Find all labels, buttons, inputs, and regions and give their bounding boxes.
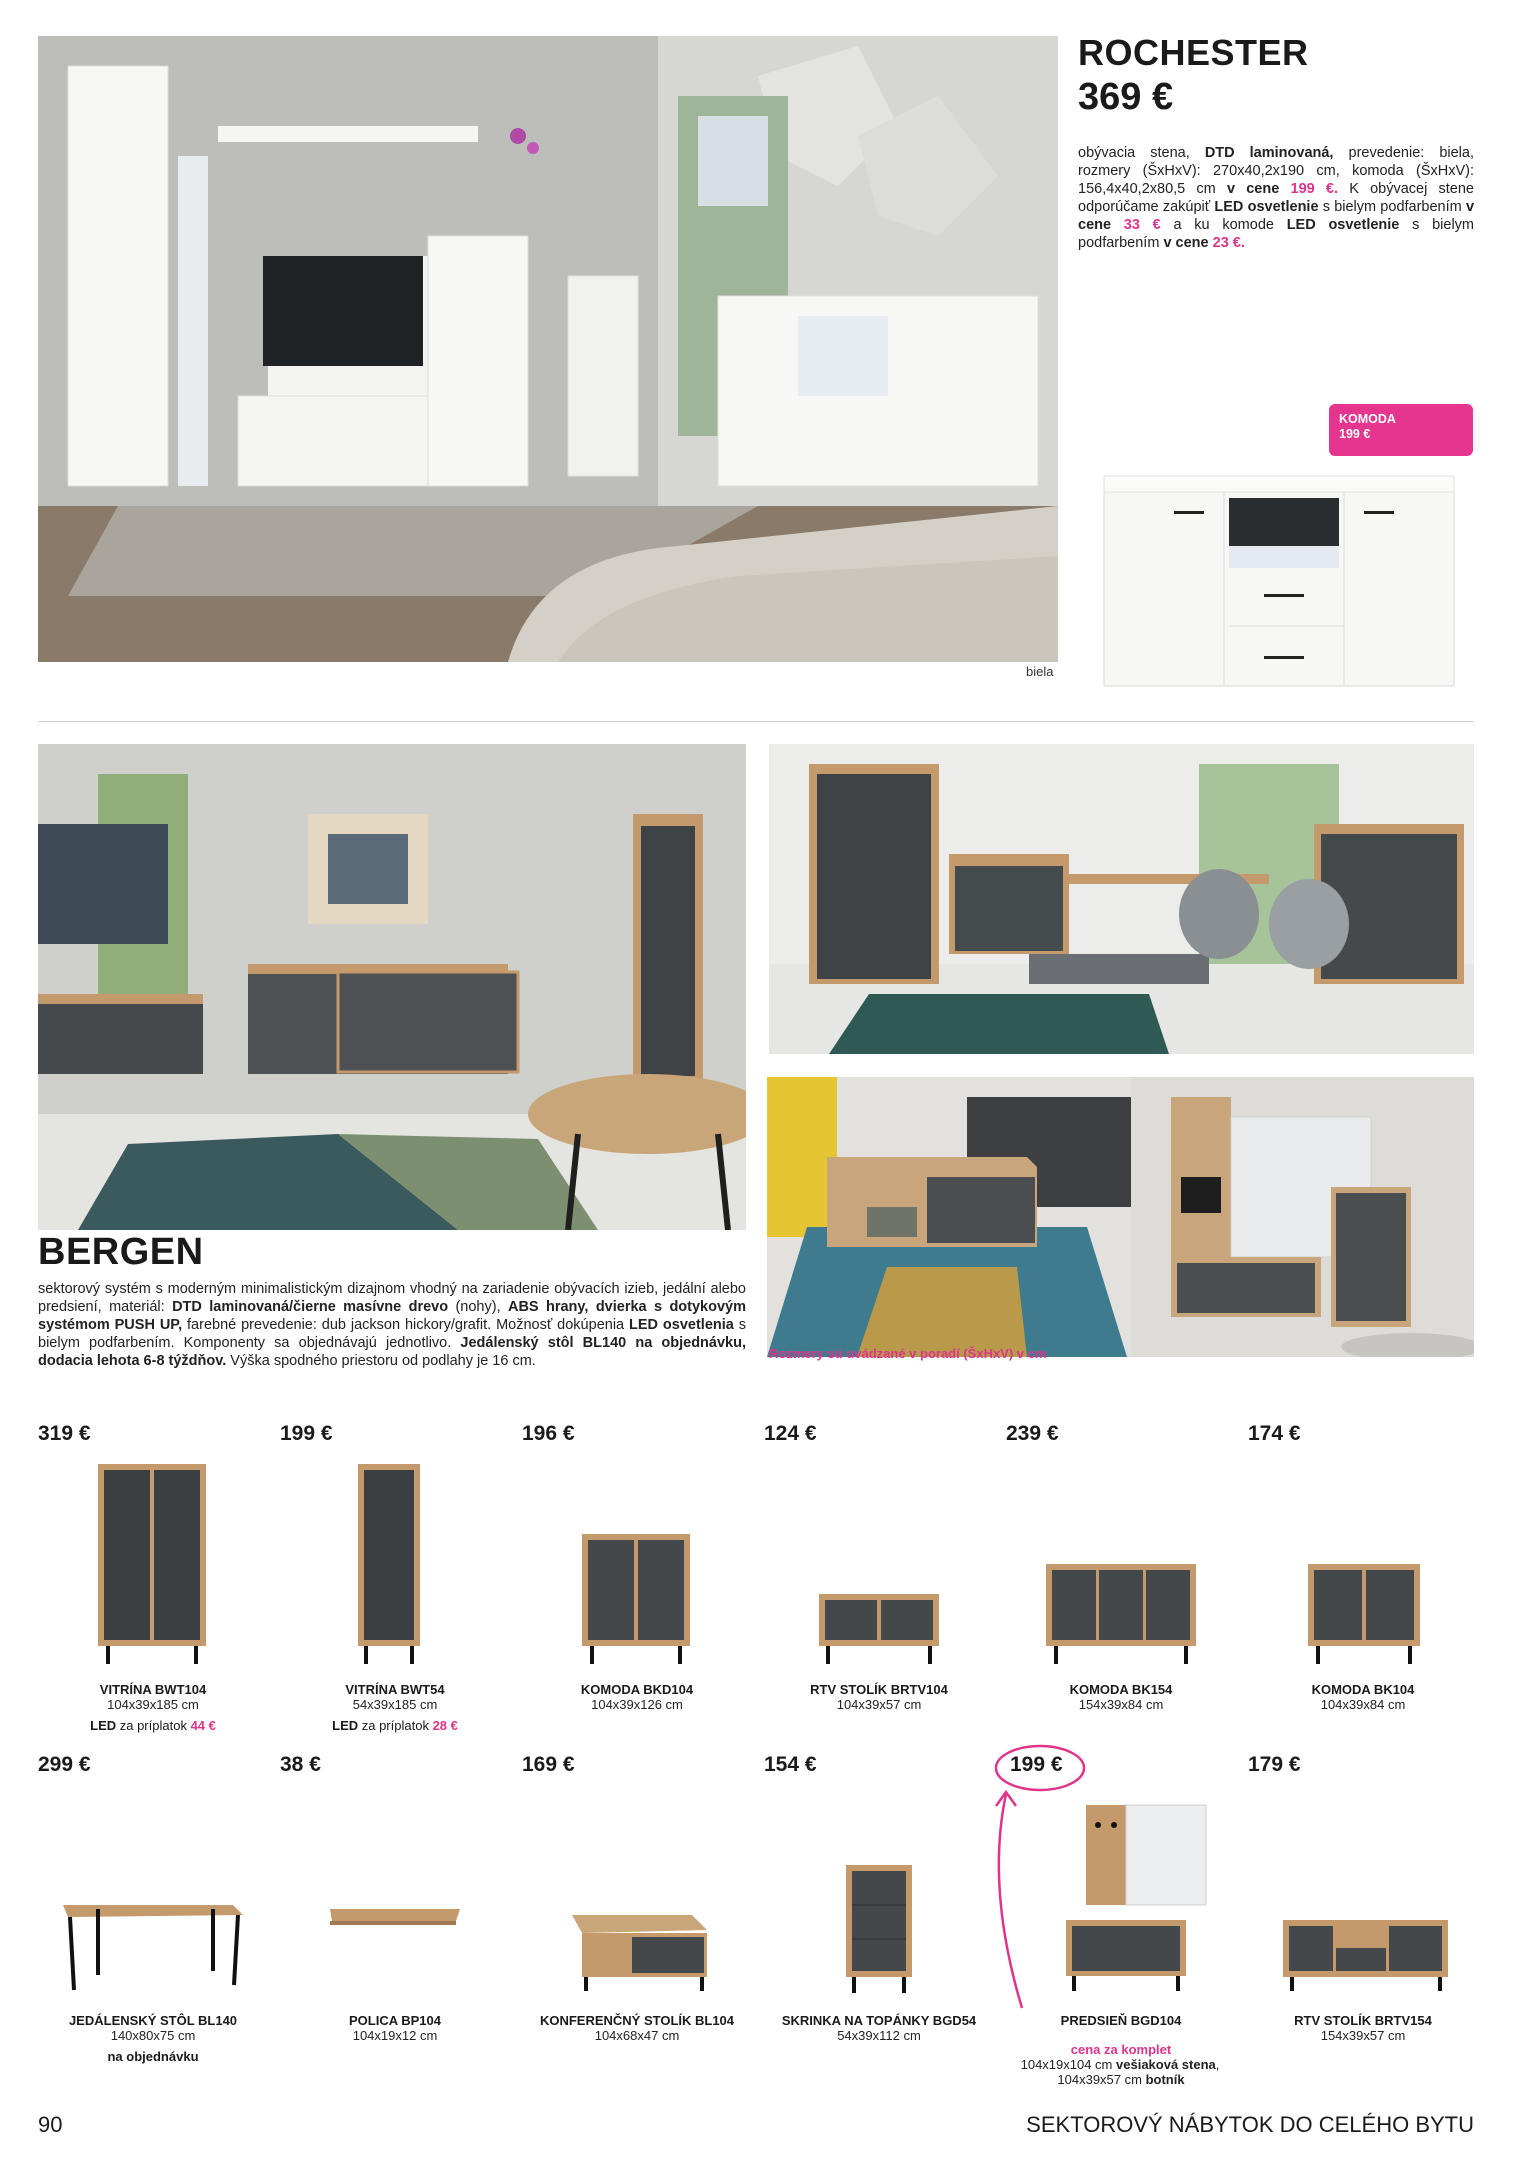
product-price: 319 €	[38, 1422, 91, 1445]
product-name: JEDÁLENSKÝ STÔL BL140	[68, 2013, 238, 2028]
product-name: SKRINKA NA TOPÁNKY BGD54	[781, 2013, 977, 2028]
product-dimensions: 154x39x57 cm	[1320, 2028, 1406, 2043]
product-name: RTV STOLÍK BRTV154	[1294, 2013, 1432, 2028]
product-order-note: na objednávku	[107, 2049, 199, 2064]
rochester-description: obývacia stena, DTD laminovaná, prevedenie: biela, rozmery (ŠxHxV): 270x40,2x190 cm, komoda (ŠxHxV): 156,4x40,2x80,5 cm v cene 199 €. K obývacej stene odporúčame zakúpiť LED osvetlenie s bielym podfarbením v cene 33 € a ku komode LED osvetlenie s bielym podfarbením v cene 23 €.	[1078, 145, 1475, 251]
product-name: POLICA BP104	[349, 2013, 441, 2028]
rochester-color-label: biela	[1026, 664, 1054, 679]
product-komoda-bk104	[1248, 1422, 1478, 1712]
product-skrinka-na-topanky-bgd54	[764, 1753, 994, 2043]
product-price: 124 €	[764, 1422, 817, 1445]
product-name: KOMODA BK154	[1069, 1682, 1173, 1697]
product-price: 179 €	[1248, 1753, 1301, 1776]
product-led-option: LED za príplatok 44 €	[90, 1718, 216, 1733]
product-rtv-stolik-brtv154	[1248, 1753, 1478, 2043]
product-name: PREDSIEŇ BGD104	[1060, 2013, 1182, 2028]
rochester-price: 369 €	[1078, 76, 1174, 118]
product-image	[38, 1454, 268, 1668]
product-dimensions: 104x39x185 cm	[107, 1697, 199, 1712]
product-dimensions: 104x39x57 cm	[836, 1697, 922, 1712]
badge-line-1: KOMODA	[1339, 412, 1396, 426]
product-price: 38 €	[280, 1753, 321, 1776]
product-image	[522, 1785, 752, 1999]
bergen-title: BERGEN	[38, 1231, 204, 1273]
product-dimensions: 140x80x75 cm	[110, 2028, 196, 2043]
product-vitrina-bwt54	[280, 1422, 510, 1733]
product-price: 174 €	[1248, 1422, 1301, 1445]
komoda-price-badge	[1329, 404, 1473, 456]
product-name: KOMODA BK104	[1311, 1682, 1415, 1697]
product-price: 239 €	[1006, 1422, 1059, 1445]
product-image	[280, 1454, 510, 1668]
product-polica-bp104	[280, 1753, 510, 2043]
footer-section-title: SEKTOROVÝ NÁBYTOK DO CELÉHO BYTU	[1026, 2112, 1474, 2137]
product-dimensions: 54x39x185 cm	[352, 1697, 438, 1712]
page-number: 90	[38, 2112, 63, 2137]
bergen-coffee-table-photo	[767, 1077, 1151, 1357]
product-dimensions: 104x68x47 cm	[594, 2028, 680, 2043]
product-dimensions: 104x39x126 cm	[591, 1697, 683, 1712]
product-image	[1248, 1454, 1478, 1668]
product-price: 169 €	[522, 1753, 575, 1776]
product-set-line-1: 104x19x104 cm vešiaková stena,	[1020, 2057, 1220, 2072]
product-image	[764, 1785, 994, 1999]
highlight-circle-arrow	[990, 1728, 1090, 2028]
product-set-label: cena za komplet	[1070, 2042, 1172, 2057]
product-komoda-bk154	[1006, 1422, 1236, 1712]
product-vitrina-bwt104	[38, 1422, 268, 1733]
product-name: KOMODA BKD104	[580, 1682, 694, 1697]
bergen-hallway-photo	[1131, 1077, 1474, 1357]
bergen-living-room-photo	[38, 744, 746, 1230]
rochester-hero-photo	[38, 36, 1058, 662]
product-price: 199 €	[280, 1422, 333, 1445]
product-image	[522, 1454, 752, 1668]
bergen-description: sektorový systém s moderným minimalistickým dizajnom vhodný na zariadenie obývacích izieb, jedální alebo predsiení, materiál: DTD laminovaná/čierne masívne drevo (nohy), ABS hrany, dvierka s dotykovým systémom PUSH UP, farebné prevedenie: dub jackson hickory/grafit. Možnosť dokúpenia LED osvetlenia s bielym podfarbením. Komponenty sa objednávajú jednotlivo. Jedálenský stôl BL140 na objednávku, dodacia lehota 6-8 týždňov. Výška spodného priestoru od podlahy je 16 cm.	[38, 1281, 746, 1369]
rochester-title: ROCHESTER	[1078, 32, 1309, 73]
product-dimensions: 54x39x112 cm	[837, 2028, 921, 2043]
product-jedalensky-stol-bl140	[38, 1753, 268, 2064]
product-dimensions: 154x39x84 cm	[1078, 1697, 1164, 1712]
product-rtv-stolik-brtv104	[764, 1422, 994, 1712]
product-name: VITRÍNA BWT54	[345, 1682, 445, 1697]
rochester-komoda-photo	[1094, 466, 1464, 698]
product-image	[1006, 1454, 1236, 1668]
bergen-dining-photo	[769, 744, 1474, 1054]
product-price: 196 €	[522, 1422, 575, 1445]
product-dimensions: 104x19x12 cm	[352, 2028, 438, 2043]
product-image	[38, 1785, 268, 1999]
product-image	[764, 1454, 994, 1668]
product-price: 199 €	[1010, 1753, 1063, 1776]
section-divider	[38, 721, 1474, 722]
product-image	[1248, 1785, 1478, 1999]
product-name: VITRÍNA BWT104	[99, 1682, 207, 1697]
product-komoda-bkd104	[522, 1422, 752, 1712]
bergen-dimension-note: Rozmery sú uvádzané v poradí (ŠxHxV) v cm	[769, 1346, 1047, 1361]
product-set-line-2: 104x39x57 cm botník	[1057, 2072, 1185, 2087]
product-name: RTV STOLÍK BRTV104	[810, 1682, 948, 1697]
product-konferencny-stolik-bl104	[522, 1753, 752, 2043]
product-dimensions: 104x39x84 cm	[1320, 1697, 1406, 1712]
product-name: KONFERENČNÝ STOLÍK BL104	[539, 2013, 735, 2028]
product-price: 299 €	[38, 1753, 91, 1776]
badge-line-2: 199 €	[1339, 427, 1371, 441]
product-price: 154 €	[764, 1753, 817, 1776]
product-led-option: LED za príplatok 28 €	[332, 1718, 458, 1733]
product-image	[280, 1785, 510, 1999]
